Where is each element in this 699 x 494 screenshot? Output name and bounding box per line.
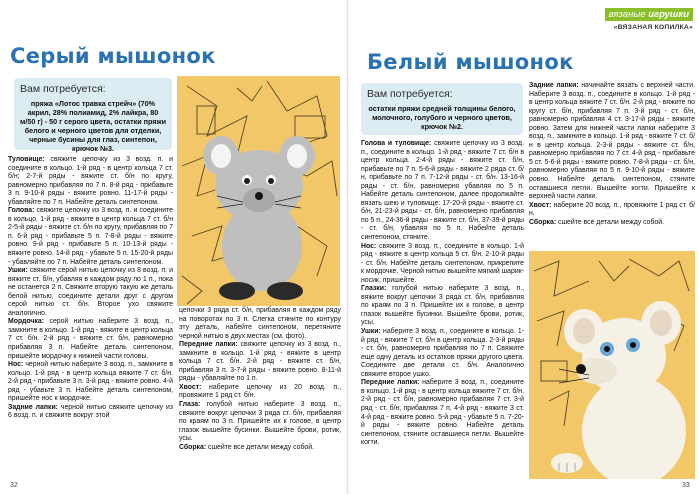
paragraph-label: Нос: xyxy=(361,242,377,250)
section-brand xyxy=(605,4,693,31)
paragraph xyxy=(529,219,695,228)
paragraph xyxy=(179,401,341,444)
paragraph xyxy=(361,140,524,243)
paragraph-text: наберите 3 возд. п., соедините в кольцо. 1-й ряд - вяжите 7 ст. б/н в центр кольца. 2-3-й ряды - ст. б/н, равномерно прибавляя по 7 п. Свяжите еще одну деталь из остатков пряжи другого цвета. Соедините две детали ст. б/н. Аналогично свяжите второе ушко. xyxy=(361,328,524,378)
paragraph-text: цепочки 3 ряда ст. б/н, прибавляя в каждом ряду на поворотах по 3 п. Слегка стяните по контуру эту деталь, набейте синтепоном, перетяните черной нитью в двух местах (см. фото). xyxy=(179,307,341,340)
paragraph-label: Нос: xyxy=(8,361,24,369)
grey-mouse-photo xyxy=(177,76,340,306)
paragraph-text: свяжите цепочку из 3 возд. п., соедините в кольцо. 1-й ряд - вяжите 7 ст. б/н в центр кольца. 2-4-й ряды - вяжите ст. б/н, прибавьте по 7 п. 5-6-й ряды - вяжите 2 ряда ст. б/н, прибавьте по 7 п. 7-12-й ряды - ст. б/н. 13-16-й ряды - ст. б/н, равномерно убавляя по 5 п. Набейте деталь синтепоном, далее продолжайте вязать шею и туловище: 17-20-й ряды - вяжите ст. б/н, 21-23-й ряды - ст. б/н, равномерно прибавляя по 5 п., 24-36-й ряды - вяжите ст. б/н, 37-39-й ряды - ст. б/н, убавляя по 5 п. Набейте деталь синтепоном, стяните. xyxy=(361,140,524,242)
paragraph-text: серой нитью наберите 3 возд. п., замкните в кольцо. 1-й ряд - вяжите в центр кольца 7 ст. б/н. 2-й ряд - вяжите ст. б/н, равномерно прибавляя 3 п. Набейте деталь синтепоном, пришейте мордочку к нижней части головы. xyxy=(8,318,173,360)
paragraph-label: Туловище: xyxy=(8,156,45,163)
paragraph-label: Хвост: xyxy=(529,201,552,209)
left-column-1 xyxy=(8,156,173,421)
paragraph xyxy=(361,243,524,286)
paragraph-label: Глазки: xyxy=(361,285,387,293)
section-word-1: вязаные xyxy=(608,9,646,20)
white-mouse-illustration xyxy=(529,251,695,479)
paragraph-label: Сборка: xyxy=(179,443,207,451)
paragraph-text: черной нитью свяжите цепочку из 6 возд. п. и свяжите вокруг этой xyxy=(8,403,173,420)
paragraph xyxy=(179,307,341,341)
paragraph-text: свяжите серой нитью цепочку из 8 возд. п. и вяжите ст. б/н, убавляя в каждом ряду по 1 п., пока не останется 2 п. Свяжите вторую такую же деталь белой нитью, соедините детали друг с другом серой нитью ст. б/н. Второе ухо свяжите аналогично. xyxy=(8,267,173,317)
paragraph-label: Передние лапки: xyxy=(179,341,238,349)
paragraph xyxy=(8,207,173,267)
materials-text: пряжа «Лотос травка стрейч» (70% акрил, 28% полиамид, 2% лайкра, 80 м/50 г) - 50 г серого цвета, остатки пряжи белого и черного цветов для отделки, черные бусины для глаз, синтепон, крючок №3. xyxy=(20,99,166,153)
grey-mouse-illustration xyxy=(177,76,340,306)
paragraph-label: Передние лапки: xyxy=(361,379,420,387)
paragraph-text: сшейте все детали между собой. xyxy=(206,443,315,451)
section-subtitle: «ВЯЗАНАЯ КОПИЛКА» xyxy=(613,24,693,31)
page-number-right: 33 xyxy=(682,482,690,489)
materials-text-right: остатки пряжи средней толщины белого, молочного, голубого и черного цветов, крючок №2. xyxy=(368,104,516,131)
paragraph xyxy=(529,202,695,219)
paragraph xyxy=(179,384,341,401)
white-mouse-photo xyxy=(529,251,695,479)
left-materials-box xyxy=(14,78,172,153)
right-column-1 xyxy=(361,140,524,448)
paragraph-text: наберите цепочку из 20 возд. п., провяжите 1 ряд ст. б/н. xyxy=(179,383,341,400)
paragraph xyxy=(8,267,173,318)
paragraph-label: Задние лапки: xyxy=(8,403,58,411)
right-column-2 xyxy=(529,82,695,227)
paragraph-text: свяжите цепочку из 3 возд. п., замкните в кольцо. 1-й ряд - вяжите в центр кольца 7 ст. б/н. 2-й ряд - вяжите ст. б/н, прибавляя 3 п. 3-7-й ряды - вяжите ровно. 8-11-й ряды - убавляйте по 1 п. xyxy=(179,341,341,383)
section-tab xyxy=(605,8,693,21)
paragraph xyxy=(8,361,173,404)
paragraph-label: Мордочка: xyxy=(8,318,44,326)
paragraph-text: свяжите цепочку из 3 возд. п. и соедините в кольцо. 1-й ряд - в центр кольца 7 ст. б/н; 2-7-й ряды - вяжите ст. б/н по кругу, равномерно прибавляя по 7 п. 8-й ряд - прибавьте 3 п. 9-10-й ряды - вяжите ровно. 11-17-й ряды - убавляйте по 7 п. Набейте деталь синтепоном. xyxy=(8,156,173,206)
paragraph-label: Ушки: xyxy=(361,328,381,336)
materials-heading-right: Вам потребуется: xyxy=(367,88,453,100)
paragraph-text: черной нитью наберите 3 возд. п., замкните в кольцо. 1-й ряд - в центр кольца вяжите 7 ст. б/н. 2-й ряд - прибавьте 3 п. 3-й ряд - вяжите ровно. 4-й ряд - убавьте 3 п. Набейте деталь синтепоном, пришейте нос к мордочке. xyxy=(8,361,173,403)
paragraph xyxy=(361,328,524,379)
paragraph-label: Задние лапки: xyxy=(529,82,579,89)
paragraph xyxy=(8,318,173,361)
paragraph-text: голубой нитью наберите 3 возд. п., вяжите вокруг цепочки 3 ряда ст. б/н, прибавляя по краям по 3 п. Пришейте их к голове, в центр глазок вышейте бусинки. Вышейте брови, ротик, усы. xyxy=(361,285,524,327)
paragraph xyxy=(8,156,173,207)
section-word-2: игрушки xyxy=(648,9,689,20)
materials-heading: Вам потребуется: xyxy=(20,83,106,95)
paragraph-label: Ушки: xyxy=(8,267,28,275)
paragraph-label: Голова: xyxy=(8,207,35,215)
paragraph-text: наберите 3 возд. п., соедините в кольцо. 1-й ряд - в центр кольца вяжите 7 ст. б/н. 2-й ряд - ст. б/н, равномерно прибавляя 7 ст. 3-й ряд - ст. б/н, прибавляя 7 п. 4-й ряд - вяжите 3 ст. 4-й ряд - вяжите ровно. 5-й ряд - убавьте 5 п. 7-20-й ряды - вяжите ровно. Набейте деталь синтепоном, стяните оставшиеся петли. Вышейте когти. xyxy=(361,379,524,447)
paragraph xyxy=(361,285,524,328)
right-page-title: Белый мышонок xyxy=(367,50,574,74)
left-column-2 xyxy=(179,307,341,452)
paragraph-text: свяжите 3 возд. п., соедините в кольцо. 1-й ряд - вяжите в центр кольца 5 ст. б/н. 2-10-й ряды - ст. б/н. Набейте деталь синтепоном, прикрепите к мордочке. Черной нитью вышейте мягкий шарик-носик, пришейте. xyxy=(361,242,524,284)
paragraph-text: начинайте вязать с верхней части. Наберите 3 возд. п., соедините в кольцо. 1-й ряд - в центр кольца вяжите 7 ст. б/н. 2-й ряд - вяжите по кругу ст. б/н, прибавляя 7 п. 3-й ряд - ст. б/н, равномерно прибавляя 4 ст. 3-17-й ряды - вяжите ровно. Затем для нижней части лапки наберите 3 возд. п., замкните в кольцо. 1-й ряд - вяжите 7 ст. б/н в центр кольца. 2-3-й ряды - вяжите ст. б/н, равномерно прибавляя по 7 ст. 4-й ряд - прибавьте 5 ст. 5-6-й ряды - вяжите ровно. 7-8-й ряды - ст. б/н, равномерно убавляя по 5 п. 9-10-й ряды - вяжите ровно. Набейте деталь синтепоном, стяните оставшиеся петли. Вышейте когти. Пришейте к верхней части лапки. xyxy=(529,82,695,201)
paragraph xyxy=(179,444,341,453)
paragraph-label: Сборка: xyxy=(529,218,557,226)
page-number-left: 32 xyxy=(10,482,18,489)
paragraph-text: сшейте все детали между собой. xyxy=(556,218,665,226)
paragraph-text: голубой нитью наберите 3 возд. п., свяжите вокруг цепочки 3 ряда ст. б/н, прибавляя по краям по 3 п. Пришейте их к голове, в центр глазок вышейте бусинки. Вышейте брови, ротик, усы. xyxy=(179,401,341,443)
paragraph xyxy=(8,404,173,421)
paragraph xyxy=(361,379,524,447)
paragraph-label: Хвост: xyxy=(179,383,202,391)
paragraph xyxy=(529,82,695,202)
paragraph-label: Голова и туловище: xyxy=(361,140,432,147)
paragraph xyxy=(179,341,341,384)
right-page xyxy=(349,0,699,494)
right-materials-box xyxy=(361,83,523,135)
paragraph-text: наберите 20 возд. п., провяжите 1 ряд ст. б/н. xyxy=(529,201,695,218)
paragraph-label: Глаза: xyxy=(179,401,201,409)
left-page xyxy=(0,0,349,494)
paragraph-text: свяжите цепочку из 3 возд. п. и соедините в кольцо. 1-й ряд - вяжите в центр кольца 7 ст. б/н 2-5-й ряды - вяжите ст. б/н по кругу, прибавляя по 7 п. 6-й ряд - прибавьте 5 п. 7-8-й ряды - вяжите ровно. 9-й ряд - прибавьте 5 п. 10-13-й ряды - вяжите ровно. 14-й ряд - убавьте 5 п. 15-20-й ряды - убавляйте по 7 п. Набейте деталь синтепоном. xyxy=(8,207,173,266)
left-page-title: Серый мышонок xyxy=(10,44,216,68)
